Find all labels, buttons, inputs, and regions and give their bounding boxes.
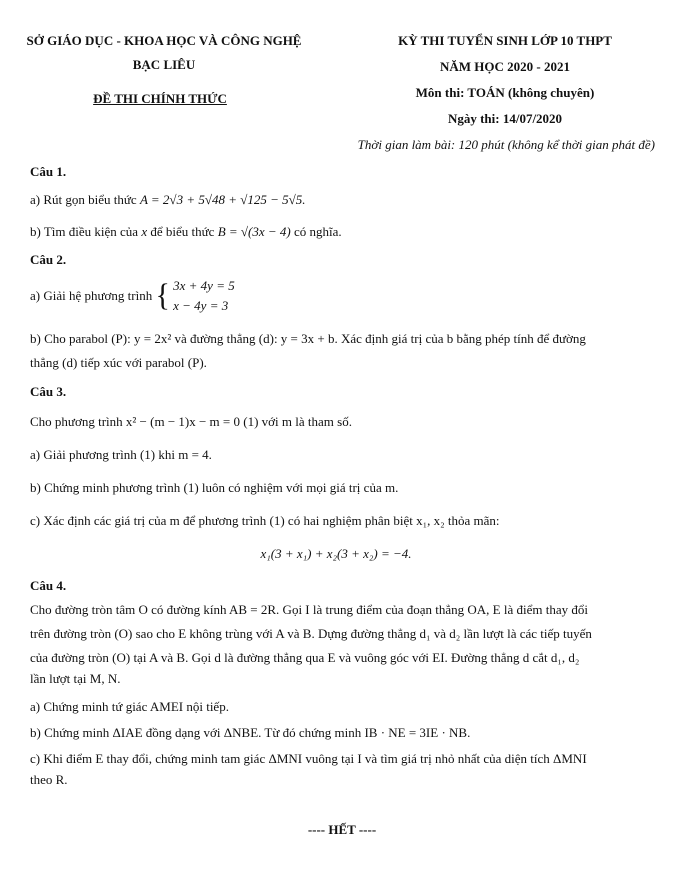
q4-p2: trên đường tròn (O) sao cho E không trùng với A và B. Dựng đường thẳng d₁ và d₂ lần lượt là các tiếp tuyến — [30, 626, 592, 641]
q2-b-line2: thẳng (d) tiếp xúc với parabol (P). — [30, 355, 207, 370]
q3-c-equation: x₁(3 + x₁) + x₂(3 + x₂) = −4. — [260, 546, 412, 561]
q2-a — [30, 276, 235, 316]
q2-b-line1: b) Cho parabol (P): y = 2x² và đường thẳng (d): y = 3x + b. Xác định giá trị của b bằng phép tính để đường — [30, 331, 586, 346]
q2-title: Câu 2. — [30, 252, 67, 267]
q1-a-expr: A = 2√3 + 5√48 + √125 − 5√5. — [139, 192, 306, 207]
exam-date: Ngày thi: 14/07/2020 — [447, 111, 563, 126]
q4-p4: lần lượt tại M, N. — [30, 671, 121, 686]
equation-1: 3x + 4y = 5 — [173, 278, 235, 293]
q4-p1: Cho đường tròn tâm O có đường kính AB = 2R. Gọi I là trung điểm của đoạn thẳng OA, E là điểm thay đổi — [30, 602, 588, 617]
q4-c1: c) Khi điểm E thay đổi, chứng minh tam giác ΔMNI vuông tại I và tìm giá trị nhỏ nhất của diện tích ΔMNI — [30, 751, 587, 766]
q3-title: Câu 3. — [30, 384, 67, 399]
q4-b: b) Chứng minh ΔIAE đồng dạng với ΔNBE. Từ đó chứng minh IB · NE = 3IE · NB. — [30, 725, 471, 740]
equation-system — [173, 276, 235, 316]
department-name: SỞ GIÁO DỤC - KHOA HỌC VÀ CÔNG NGHỆ — [26, 33, 302, 48]
q1-a — [30, 192, 306, 208]
q4-title: Câu 4. — [30, 578, 67, 593]
duration: Thời gian làm bài: 120 phút (không kể thời gian phát đề) — [357, 137, 655, 152]
q1-b-var: x — [141, 224, 148, 239]
exam-title: KỲ THI TUYỂN SINH LỚP 10 THPT — [398, 33, 612, 48]
school-year: NĂM HỌC 2020 - 2021 — [440, 59, 570, 74]
q1-title: Câu 1. — [30, 164, 67, 179]
q3-a: a) Giải phương trình (1) khi m = 4. — [30, 447, 212, 462]
q4-c2: theo R. — [30, 772, 68, 787]
q1-b-text3: có nghĩa. — [294, 224, 342, 239]
q1-b-text2: để biểu thức — [150, 224, 215, 239]
system-brace: { — [155, 278, 170, 313]
province-name: BẠC LIÊU — [132, 57, 196, 72]
end-marker: ---- HẾT ---- — [307, 822, 377, 837]
q4-a: a) Chứng minh tứ giác AMEI nội tiếp. — [30, 699, 229, 714]
q3-b: b) Chứng minh phương trình (1) luôn có nghiệm với mọi giá trị của m. — [30, 480, 399, 495]
q4-p3: của đường tròn (O) tại A và B. Gọi d là đường thẳng qua E và vuông góc với EI. Đường thẳng d cắt d₁, d₂ — [30, 650, 580, 665]
q1-a-text: a) Rút gọn biểu thức — [30, 192, 137, 207]
subject: Môn thi: TOÁN (không chuyên) — [415, 85, 595, 100]
q1-b-expr: B = √(3x − 4) — [217, 224, 291, 239]
q1-b-text: b) Tìm điều kiện của — [30, 224, 139, 239]
equation-2: x − 4y = 3 — [173, 298, 229, 313]
q2-a-text: a) Giải hệ phương trình — [30, 288, 153, 303]
q3-c: c) Xác định các giá trị của m để phương trình (1) có hai nghiệm phân biệt x₁, x₂ thỏa mãn: — [30, 513, 500, 528]
q1-b — [30, 224, 342, 240]
official-exam-label: ĐỀ THI CHÍNH THỨC — [93, 91, 227, 106]
q3-intro: Cho phương trình x² − (m − 1)x − m = 0 (1) với m là tham số. — [30, 414, 352, 429]
